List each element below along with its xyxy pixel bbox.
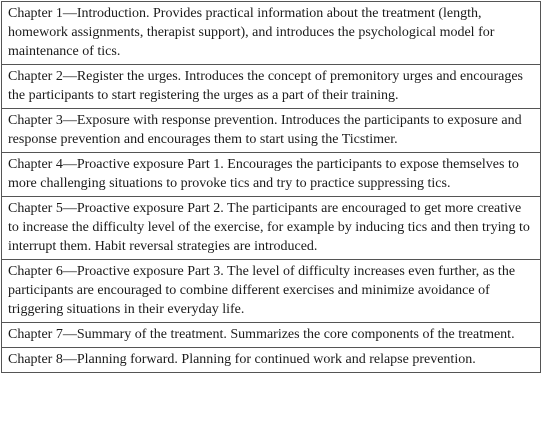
chapter-1-cell: Chapter 1—Introduction. Provides practical information about the treatment (length, homework assignments, therapist support), and introduces the psychological model for maintenance of tics. — [2, 2, 541, 65]
chapter-7-cell: Chapter 7—Summary of the treatment. Summarizes the core components of the treatment. — [2, 323, 541, 348]
chapter-6-cell: Chapter 6—Proactive exposure Part 3. The level of difficulty increases even further, as the participants are encouraged to combine different exercises and minimize avoidance of triggering situations in their everyday life. — [2, 260, 541, 323]
table-row — [2, 2, 541, 65]
chapter-5-cell: Chapter 5—Proactive exposure Part 2. The participants are encouraged to get more creative to increase the difficulty level of the exercise, for example by inducing tics and then trying to interrupt them. Habit reversal strategies are introduced. — [2, 197, 541, 260]
table-row — [2, 197, 541, 260]
chapter-3-cell: Chapter 3—Exposure with response prevention. Introduces the participants to exposure and response prevention and encourages them to start using the Ticstimer. — [2, 109, 541, 153]
table-row — [2, 348, 541, 373]
table-row — [2, 109, 541, 153]
chapter-table — [1, 1, 541, 373]
chapter-4-cell: Chapter 4—Proactive exposure Part 1. Encourages the participants to expose themselves to more challenging situations to provoke tics and try to practice suppressing tics. — [2, 153, 541, 197]
table-row — [2, 260, 541, 323]
chapter-2-cell: Chapter 2—Register the urges. Introduces the concept of premonitory urges and encourages the participants to start registering the urges as a part of their training. — [2, 65, 541, 109]
table-row — [2, 153, 541, 197]
chapter-8-cell: Chapter 8—Planning forward. Planning for continued work and relapse prevention. — [2, 348, 541, 373]
table-row — [2, 323, 541, 348]
table-row — [2, 65, 541, 109]
